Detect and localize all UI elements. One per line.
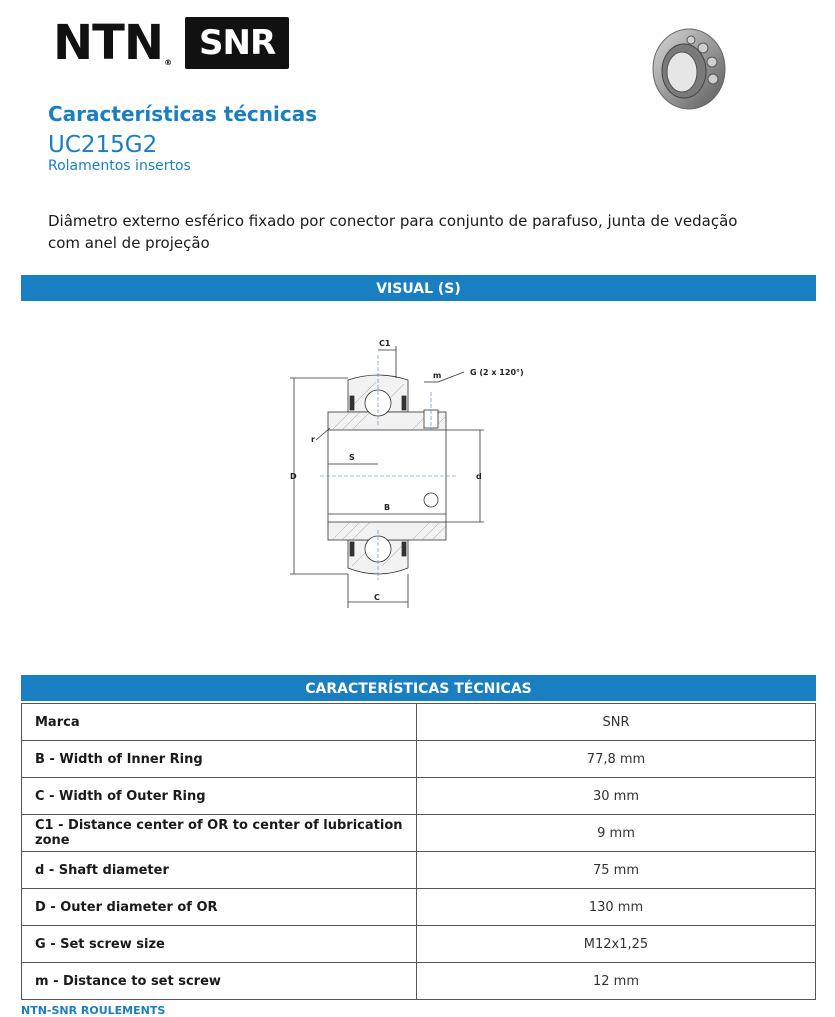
table-row [22,778,816,815]
spec-value: 30 mm [417,778,816,815]
dim-label-c: C [374,593,380,602]
spec-label: m - Distance to set screw [22,963,417,1000]
spec-value: 12 mm [417,963,816,1000]
table-row [22,926,816,963]
ntn-logo: NTN® [53,15,172,71]
visual-section-header: VISUAL (S) [21,275,816,301]
table-row [22,704,816,741]
bearing-product-image [648,26,730,112]
tech-section-header: CARACTERÍSTICAS TÉCNICAS [21,675,816,701]
product-description: Diâmetro externo esférico fixado por conector para conjunto de parafuso, junta de vedação com anel de projeção [48,212,738,252]
tech-specs-table [21,703,816,1000]
table-row [22,963,816,1000]
spec-label: C1 - Distance center of OR to center of lubrication zone [22,815,417,852]
bearing-technical-drawing [280,330,540,615]
table-row [22,889,816,926]
spec-label: d - Shaft diameter [22,852,417,889]
dim-label-outer-d: D [290,472,297,481]
spec-value: 130 mm [417,889,816,926]
spec-label: G - Set screw size [22,926,417,963]
dim-label-c1: C1 [379,339,391,348]
dim-label-b: B [384,503,391,512]
spec-value: SNR [417,704,816,741]
spec-label: B - Width of Inner Ring [22,741,417,778]
spec-label: C - Width of Outer Ring [22,778,417,815]
spec-value: M12x1,25 [417,926,816,963]
page-title: Características técnicas [48,102,318,126]
product-reference: UC215G2 [48,132,158,158]
product-category: Rolamentos insertos [48,158,191,174]
table-row [22,852,816,889]
footer-company: NTN-SNR ROULEMENTS [21,1004,166,1017]
spec-value: 9 mm [417,815,816,852]
table-row [22,815,816,852]
dim-label-g: G (2 x 120°) [470,368,524,377]
snr-logo: SNR [185,17,289,69]
spec-label: Marca [22,704,417,741]
brand-logos [53,16,289,70]
spec-value: 75 mm [417,852,816,889]
dim-label-r: r [311,435,315,444]
table-row [22,741,816,778]
dim-label-inner-d: d [476,472,482,481]
dim-label-m: m [433,371,442,380]
dim-label-s: S [349,453,355,462]
spec-value: 77,8 mm [417,741,816,778]
spec-label: D - Outer diameter of OR [22,889,417,926]
